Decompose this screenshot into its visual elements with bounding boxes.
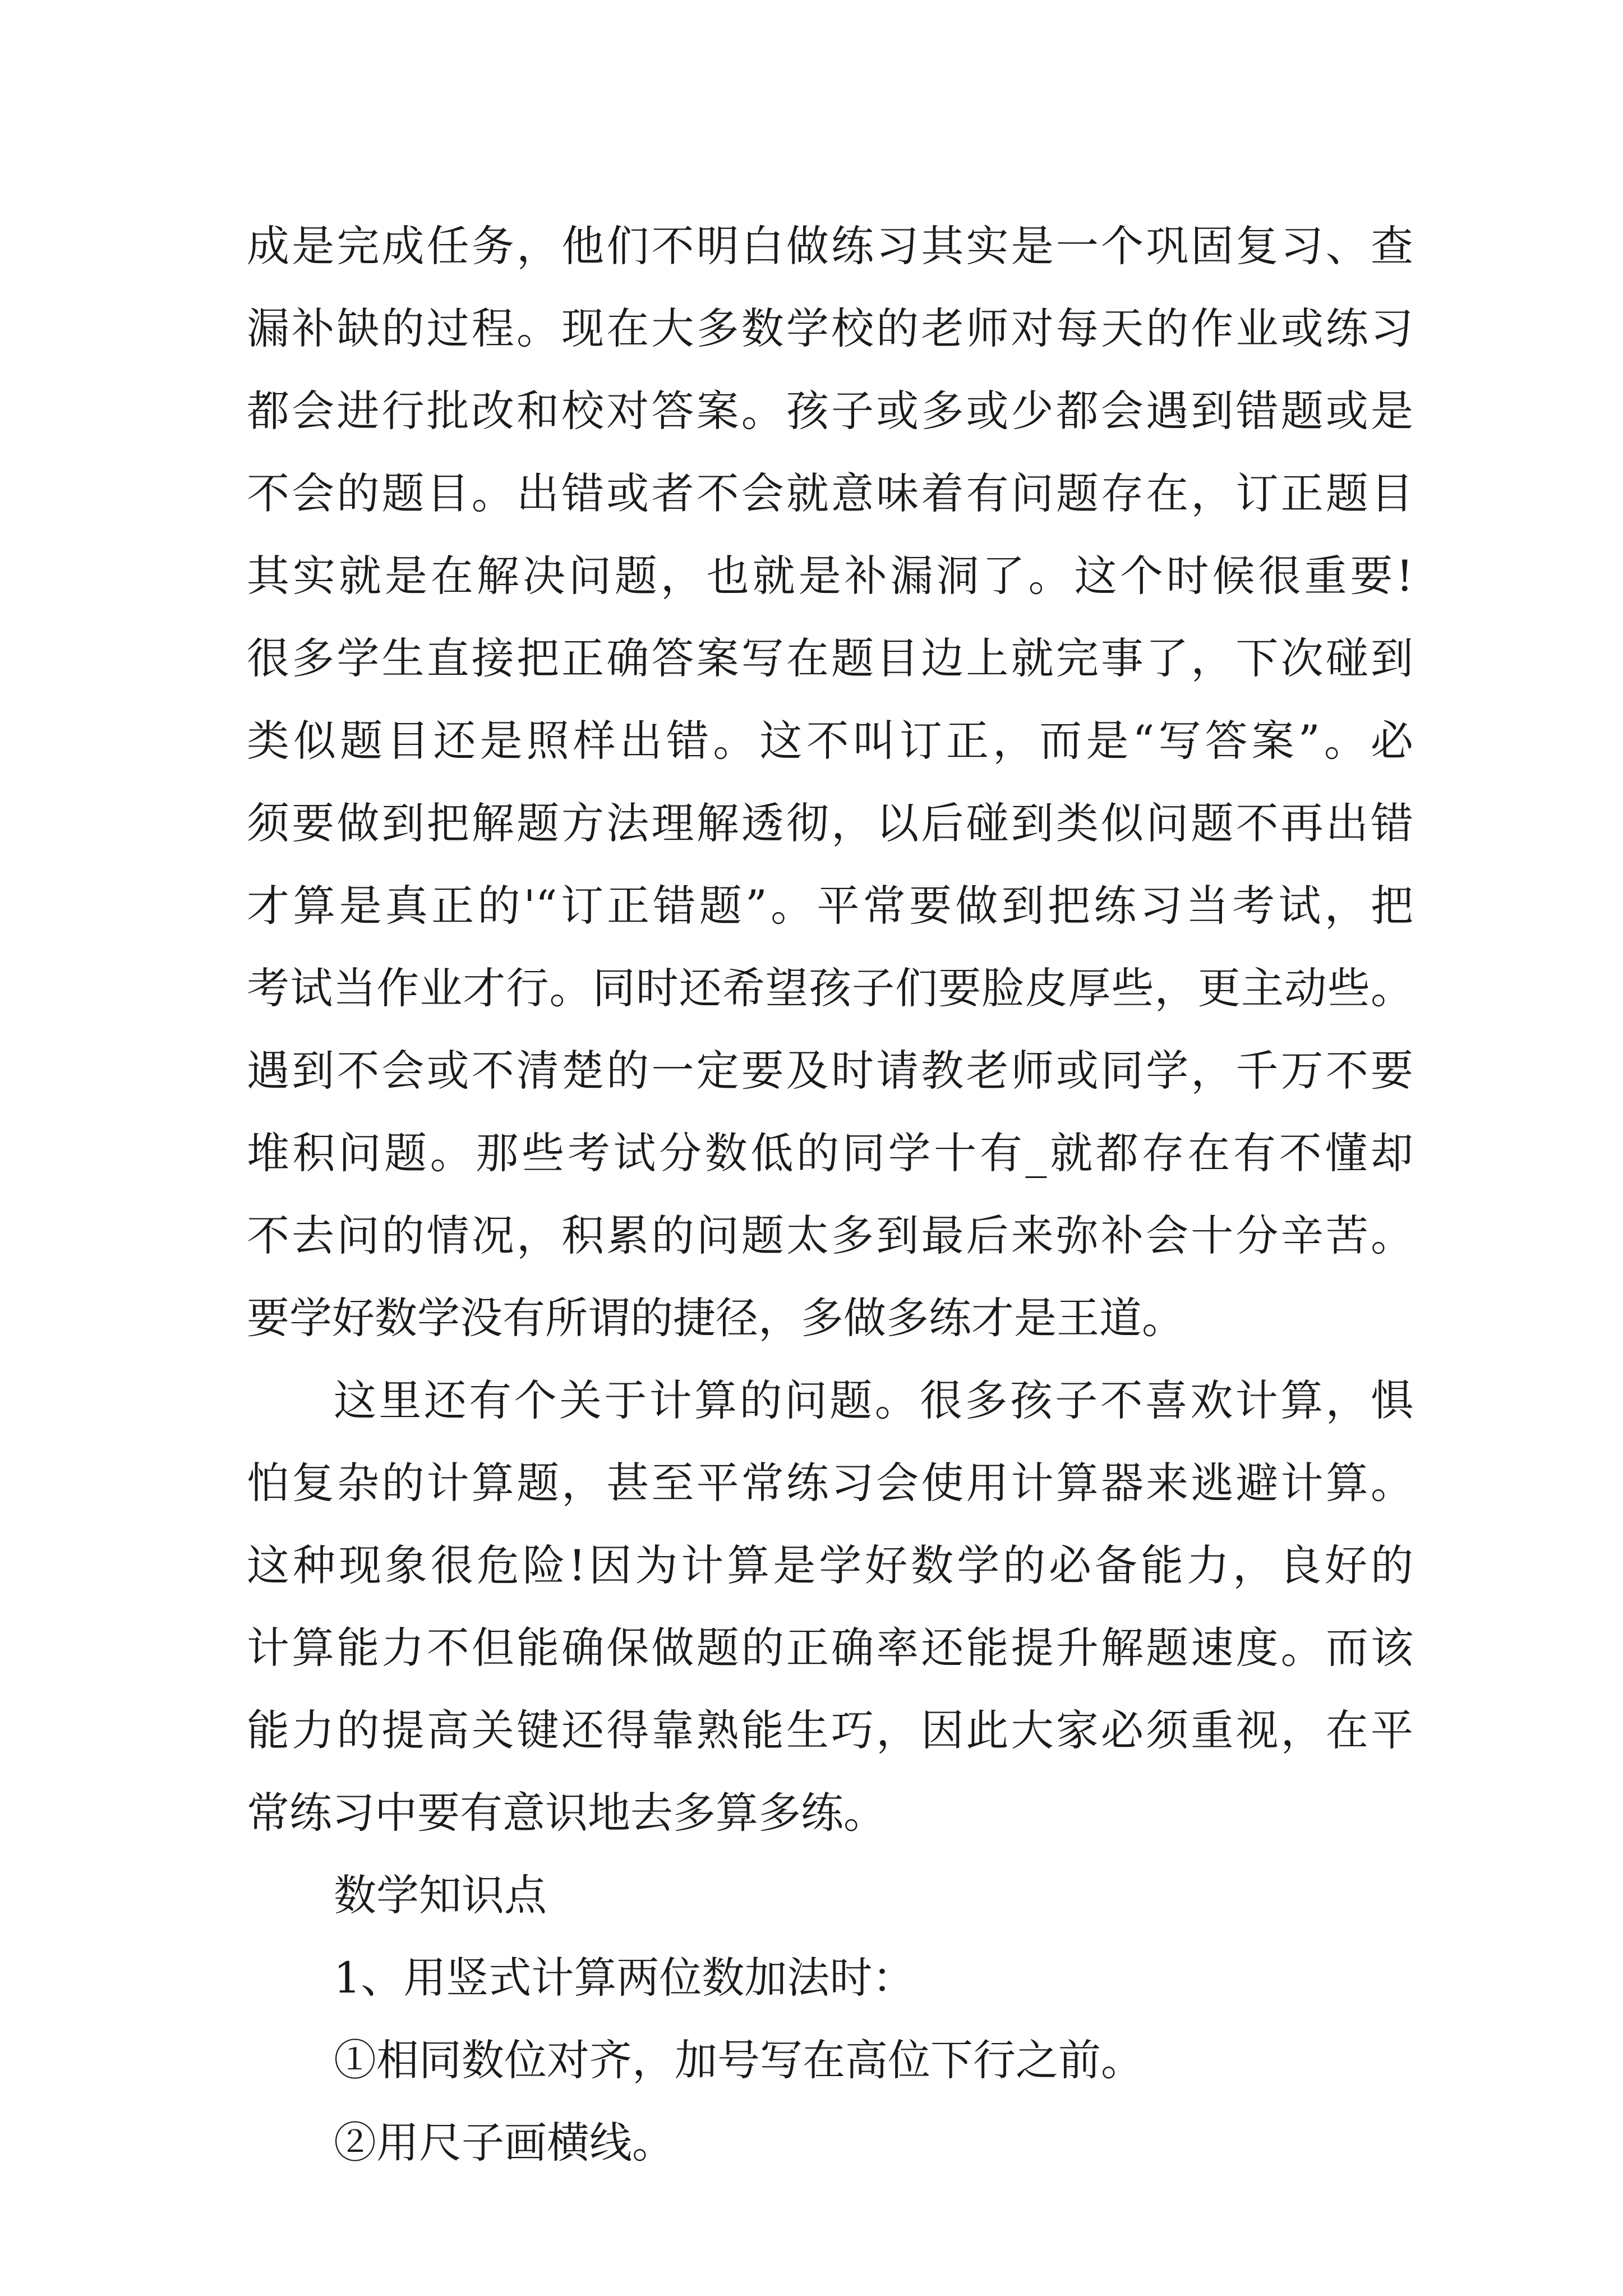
text-line: 很多学生直接把正确答案写在题目边上就完事了，下次碰到 [247, 633, 1413, 683]
text-line: 遇到不会或不清楚的一定要及时请教老师或同学，千万不要 [247, 1046, 1413, 1096]
text-line: 考试当作业才行。同时还希望孩子们要脸皮厚些，更主动些。 [247, 963, 1413, 1013]
text-line: 须要做到把解题方法理解透彻，以后碰到类似问题不再出错 [247, 798, 1413, 848]
text-line: 其实就是在解决问题，也就是补漏洞了。这个时候很重要! [247, 551, 1413, 601]
text-line: 漏补缺的过程。现在大多数学校的老师对每天的作业或练习 [247, 303, 1413, 353]
text-line: 堆积问题。那些考试分数低的同学十有_就都存在有不懂却 [247, 1128, 1413, 1178]
text-line: 都会进行批改和校对答案。孩子或多或少都会遇到错题或是 [247, 386, 1413, 436]
list-item: ①相同数位对齐，加号写在高位下行之前。 [334, 2035, 1144, 2085]
paragraph-calculation [247, 1359, 1413, 1854]
text-line: 怕复杂的计算题，甚至平常练习会使用计算器来逃避计算。 [247, 1458, 1413, 1508]
text-line: 成是完成任务，他们不明白做练习其实是一个巩固复习、查 [247, 221, 1413, 271]
text-line: 要学好数学没有所谓的捷径，多做多练才是王道。 [247, 1293, 1184, 1343]
section-heading: 数学知识点 [334, 1870, 547, 1920]
list-item: 1、用竖式计算两位数加法时： [334, 1953, 915, 2003]
paragraph-study-habits [247, 205, 1413, 1359]
text-line: 这里还有个关于计算的问题。很多孩子不喜欢计算，惧 [334, 1375, 1413, 1425]
text-line: 不去问的情况，积累的问题太多到最后来弥补会十分辛苦。 [247, 1211, 1413, 1260]
text-line: 类似题目还是照样出错。这不叫订正，而是“写答案”。必 [247, 716, 1413, 766]
text-line: 不会的题目。出错或者不会就意味着有问题存在，订正题目 [247, 468, 1413, 518]
text-line: 才算是真正的'“订正错题”。平常要做到把练习当考试，把 [247, 881, 1413, 931]
text-line: 常练习中要有意识地去多算多练。 [247, 1788, 886, 1838]
list-item: ②用尺子画横线。 [334, 2118, 675, 2168]
text-line: 能力的提高关键还得靠熟能生巧，因此大家必须重视，在平 [247, 1705, 1413, 1755]
text-line: 这种现象很危险!因为计算是学好数学的必备能力，良好的 [247, 1540, 1413, 1590]
text-line: 计算能力不但能确保做题的正确率还能提升解题速度。而该 [247, 1623, 1413, 1673]
document-body [247, 205, 1413, 2184]
knowledge-list [247, 1936, 1413, 2184]
